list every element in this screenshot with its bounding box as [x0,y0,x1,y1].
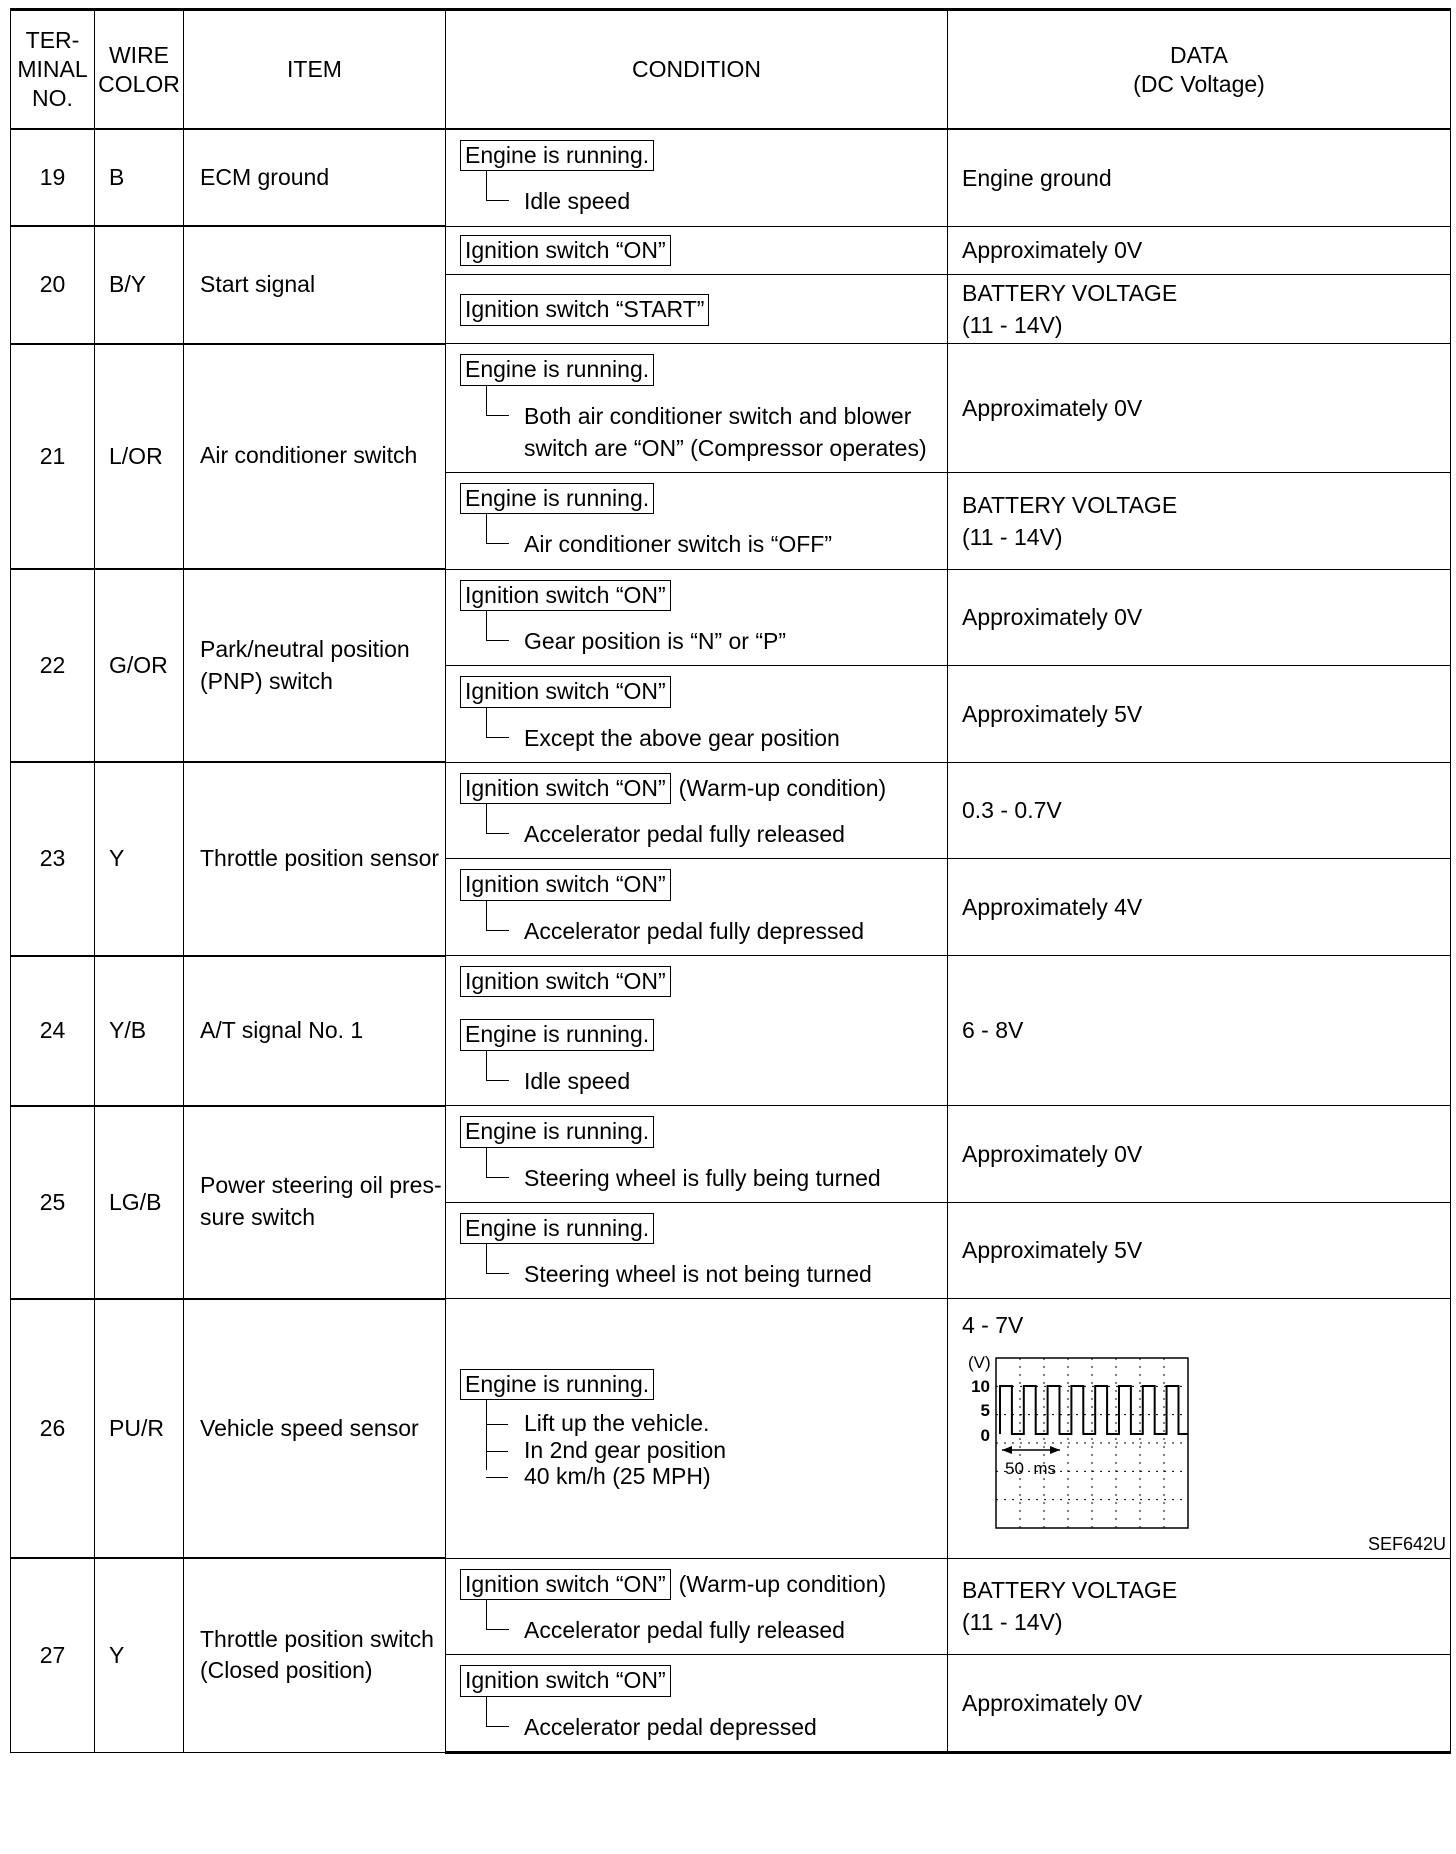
condition-box: Engine is running. [460,140,654,171]
data-value: Approximately 5V [948,1202,1451,1299]
condition-cell [446,956,948,1106]
condition-sub: Steering wheel is fully being turned [482,1162,937,1194]
terminal-no: 27 [11,1558,95,1752]
wire-color: Y [95,762,184,955]
condition-box: Ignition switch “ON” [460,676,671,707]
item-name: Air conditioner switch [184,344,446,569]
condition-sub: Gear position is “N” or “P” [482,625,937,657]
data-value: Approximately 0V [948,569,1451,666]
waveform-grid [996,1358,1188,1528]
table-row [11,762,1451,859]
wire-color: LG/B [95,1106,184,1299]
data-value: 6 - 8V [948,956,1451,1106]
condition-box: Ignition switch “ON” [460,869,671,900]
condition-box: Ignition switch “ON” [460,1569,671,1600]
condition-sub: Accelerator pedal fully released [482,1614,937,1646]
condition-sub: Both air conditioner switch and blower switch are “ON” (Compressor operates) [482,400,937,464]
condition-sub: Idle speed [482,1065,937,1097]
item-name: Start signal [184,226,446,343]
data-value: BATTERY VOLTAGE (11 - 14V) [948,1558,1451,1655]
item-name: A/T signal No. 1 [184,956,446,1106]
header-wire-color: WIRE COLOR [95,10,184,130]
terminal-no: 23 [11,762,95,955]
condition-box: Engine is running. [460,1116,654,1147]
data-value: Approximately 0V [948,1106,1451,1203]
condition-box: Ignition switch “ON” [460,773,671,804]
condition-sub: Accelerator pedal fully released [482,818,937,850]
wire-color: B [95,129,184,226]
condition-box: Engine is running. [460,1213,654,1244]
wire-color: G/OR [95,569,184,762]
condition-box: Ignition switch “ON” [460,1665,671,1696]
condition-cell [446,1299,948,1558]
terminal-no: 22 [11,569,95,762]
wire-color: Y [95,1558,184,1752]
condition-cell [446,226,948,274]
condition-sub: Air conditioner switch is “OFF” [482,528,937,560]
condition-box: Ignition switch “ON” [460,580,671,611]
condition-cell [446,129,948,226]
terminal-no: 19 [11,129,95,226]
condition-cell [446,275,948,344]
data-value: 0.3 - 0.7V [948,762,1451,859]
condition-box: Ignition switch “ON” [460,966,671,997]
wire-color: PU/R [95,1299,184,1558]
item-name: Vehicle speed sensor [184,1299,446,1558]
condition-cell [446,569,948,666]
waveform-trace [1000,1386,1188,1434]
table-row [11,226,1451,274]
table-row [11,1558,1451,1655]
table-row [11,1106,1451,1203]
condition-steps [482,1410,937,1489]
condition-box: Engine is running. [460,1369,654,1400]
condition-box: Ignition switch “ON” [460,235,671,266]
terminal-no: 20 [11,226,95,343]
waveform-y-label: 0 [980,1425,990,1445]
condition-cell [446,344,948,473]
table-row [11,956,1451,1106]
condition-cell [446,859,948,956]
condition-sub: Steering wheel is not being turned [482,1258,937,1290]
table-row [11,129,1451,226]
header-item: ITEM [184,10,446,130]
condition-cell [446,1106,948,1203]
condition-cell [446,1558,948,1655]
condition-step: 40 km/h (25 MPH) [524,1463,937,1489]
terminal-no: 26 [11,1299,95,1558]
table-header [11,10,1451,130]
waveform-time-label: 50 ms [1005,1458,1057,1478]
waveform-plot [962,1350,1202,1530]
data-value: Approximately 5V [948,666,1451,763]
data-value: Approximately 0V [948,1655,1451,1753]
terminal-no: 25 [11,1106,95,1299]
condition-cell [446,666,948,763]
header-data: DATA (DC Voltage) [948,10,1451,130]
header-condition: CONDITION [446,10,948,130]
condition-note: (Warm-up condition) [678,1570,887,1597]
data-value: Approximately 0V [948,226,1451,274]
wire-color: L/OR [95,344,184,569]
data-cell [948,1299,1451,1558]
header-terminal: TER- MINAL NO. [11,10,95,130]
item-name: Park/neutral position (PNP) switch [184,569,446,762]
condition-box: Ignition switch “START” [460,294,709,325]
waveform-time-marker [1002,1446,1060,1454]
data-value: BATTERY VOLTAGE (11 - 14V) [948,275,1451,344]
condition-cell [446,1202,948,1299]
data-value: 4 - 7V [962,1312,1024,1339]
condition-sub: Accelerator pedal depressed [482,1711,937,1743]
condition-box: Engine is running. [460,1019,654,1050]
condition-box: Engine is running. [460,483,654,514]
wire-color: B/Y [95,226,184,343]
item-name: ECM ground [184,129,446,226]
item-name: Throttle position switch (Closed position) [184,1558,446,1752]
table-row [11,1299,1451,1558]
figure-caption: SEF642U [1367,1534,1446,1555]
ecm-terminal-table [10,8,1451,1754]
terminal-no: 24 [11,956,95,1106]
condition-cell [446,762,948,859]
terminal-no: 21 [11,344,95,569]
data-value: BATTERY VOLTAGE (11 - 14V) [948,472,1451,569]
condition-sub: Except the above gear position [482,722,937,754]
data-value: Engine ground [948,129,1451,226]
waveform-figure [962,1350,1450,1558]
data-value: Approximately 0V [948,344,1451,473]
wire-color: Y/B [95,956,184,1106]
data-value: Approximately 4V [948,859,1451,956]
condition-step: Lift up the vehicle. [524,1410,937,1436]
condition-cell [446,472,948,569]
condition-cell [446,1655,948,1753]
condition-note: (Warm-up condition) [678,774,887,801]
waveform-unit: (V) [968,1352,991,1372]
waveform-y-label: 10 [971,1376,990,1396]
item-name: Power steering oil pres- sure switch [184,1106,446,1299]
table-row [11,344,1451,473]
waveform-y-label: 5 [980,1400,990,1420]
item-name: Throttle position sensor [184,762,446,955]
table-row [11,569,1451,666]
condition-sub: Accelerator pedal fully depressed [482,915,937,947]
condition-step: In 2nd gear position [524,1437,937,1463]
condition-box: Engine is running. [460,354,654,385]
condition-sub: Idle speed [482,185,937,217]
